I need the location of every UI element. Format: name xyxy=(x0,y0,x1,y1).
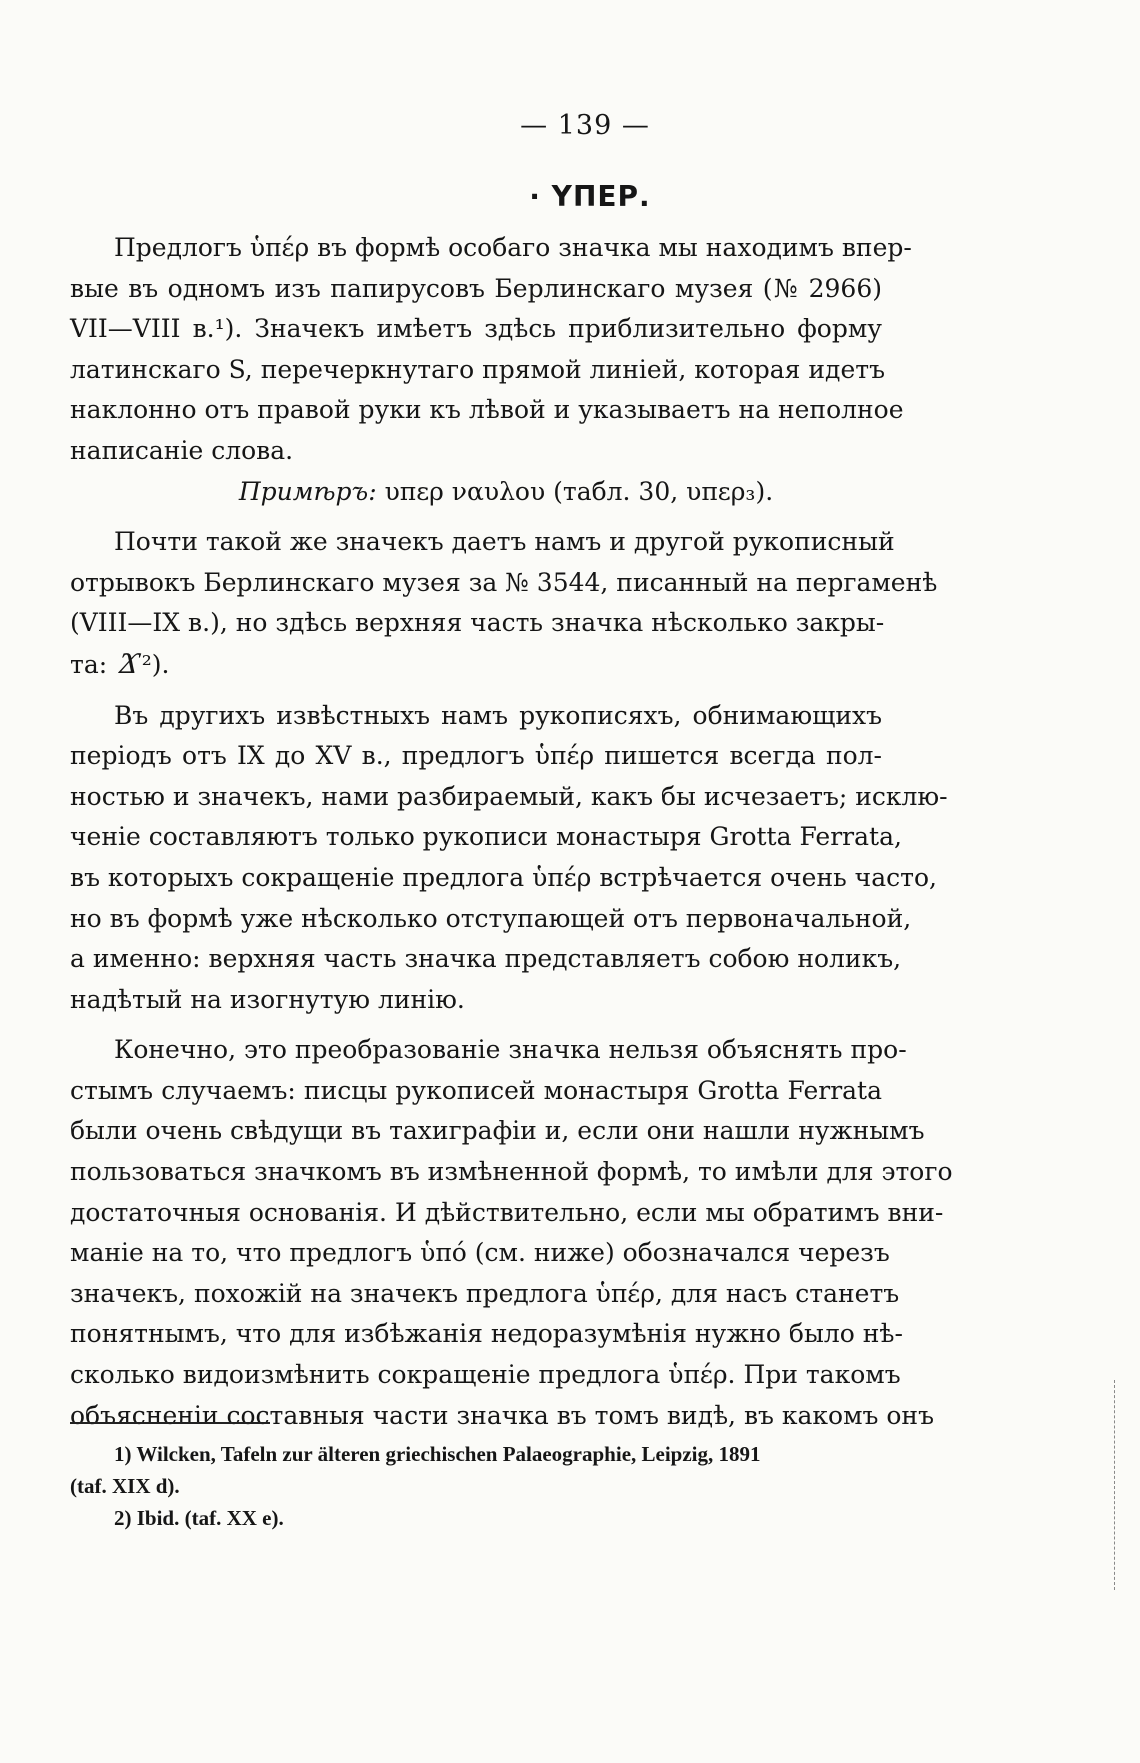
text-line: достаточныя основанія. И дѣйствительно, если мы обратимъ вни- xyxy=(70,1197,944,1227)
main-text xyxy=(70,228,953,1436)
text-line: маніе на то, что предлогъ ὑπό (см. ниже) обозначался черезъ xyxy=(70,1238,890,1268)
text-line: ностью и значекъ, нами разбираемый, какъ бы исчезаетъ; исклю- xyxy=(70,781,948,811)
text-line: ченіе составляютъ только рукописи монастыря Grotta Ferrata, xyxy=(70,822,902,852)
text-line: понятнымъ, что для избѣжанія недоразумѣнія нужно было нѣ- xyxy=(70,1319,903,1349)
text-line: были очень свѣдущи въ тахиграфіи и, если они нашли нужнымъ xyxy=(70,1116,925,1146)
text-line: Предлогъ ὑπέρ въ формѣ особаго значка мы находимъ впер- xyxy=(114,233,912,262)
text-line: VII—VIII в.¹). Значекъ имѣетъ здѣсь приблизительно форму xyxy=(70,314,882,344)
text-line: сколько видоизмѣнить сокращеніе предлога ὑπέρ. При такомъ xyxy=(70,1360,901,1390)
text-line: (VIII—IX в.), но здѣсь верхняя часть значка нѣсколько закры- xyxy=(70,608,885,638)
example-line xyxy=(70,472,882,513)
text-line: періодъ отъ IX до XV в., предлогъ ὑπέρ пишется всегда пол- xyxy=(70,741,882,771)
text-line-start: та: xyxy=(70,649,108,679)
example-label: Примѣръ: xyxy=(238,476,377,506)
example-text: υπερ ναυλου (табл. 30, υπερ₃). xyxy=(384,476,774,506)
text-line: но въ формѣ уже нѣсколько отступающей отъ первоначальной, xyxy=(70,903,912,933)
paragraph-3 xyxy=(70,696,948,1021)
text-line xyxy=(70,644,882,686)
text-line: наклонно отъ правой руки къ лѣвой и указываетъ на неполное xyxy=(70,395,904,425)
text-line: въ которыхъ сокращеніе предлога ὑπέρ встрѣчается очень часто, xyxy=(70,862,937,892)
text-line: Почти такой же значекъ даетъ намъ и другой рукописный xyxy=(114,527,895,557)
text-line: значекъ, похожій на значекъ предлога ὑπέρ, для насъ станетъ xyxy=(70,1278,900,1308)
text-line: отрывокъ Берлинскаго музея за № 3544, писанный на пергаменѣ xyxy=(70,567,938,597)
paragraph-1 xyxy=(70,228,912,472)
text-line: написаніе слова. xyxy=(70,435,294,465)
footnote-divider xyxy=(70,1422,270,1424)
paragraph-4 xyxy=(70,1030,953,1436)
section-heading: · ΥΠΕΡ. xyxy=(529,180,651,213)
text-line: надѣтый на изогнутую линію. xyxy=(70,984,465,1014)
footnote-2: 2) Ibid. (taf. XX e). xyxy=(114,1506,284,1530)
text-line: вые въ одномъ изъ папирусовъ Берлинскаго музея (№ 2966) xyxy=(70,273,882,303)
text-line: а именно: верхняя часть значка представляетъ собою ноликъ, xyxy=(70,944,902,974)
text-line: латинскаго S, перечеркнутаго прямой линіей, которая идетъ xyxy=(70,354,885,384)
text-line: объясненіи составныя части значка въ томъ видѣ, въ какомъ онъ xyxy=(70,1400,934,1430)
footnote-1: 1) Wilcken, Tafeln zur älteren griechischen Palaeographie, Leipzig, 1891 xyxy=(114,1442,761,1466)
page-number: — 139 — xyxy=(520,110,650,141)
abbreviation-symbol-icon: Ϫ xyxy=(116,645,141,681)
footnote-1-continued: (taf. XIX d). xyxy=(70,1474,180,1498)
text-line: Конечно, это преобразованіе значка нельзя объяснять про- xyxy=(114,1035,907,1065)
paragraph-2 xyxy=(70,522,938,685)
footnote-ref: ²). xyxy=(141,649,170,679)
scan-edge-mark xyxy=(1114,1380,1116,1590)
footnotes xyxy=(70,1438,882,1534)
text-line: Въ другихъ извѣстныхъ намъ рукописяхъ, обнимающихъ xyxy=(114,700,882,730)
text-line: стымъ случаемъ: писцы рукописей монастыря Grotta Ferrata xyxy=(70,1075,882,1105)
text-line: пользоваться значкомъ въ измѣненной формѣ, то имѣли для этого xyxy=(70,1157,953,1187)
